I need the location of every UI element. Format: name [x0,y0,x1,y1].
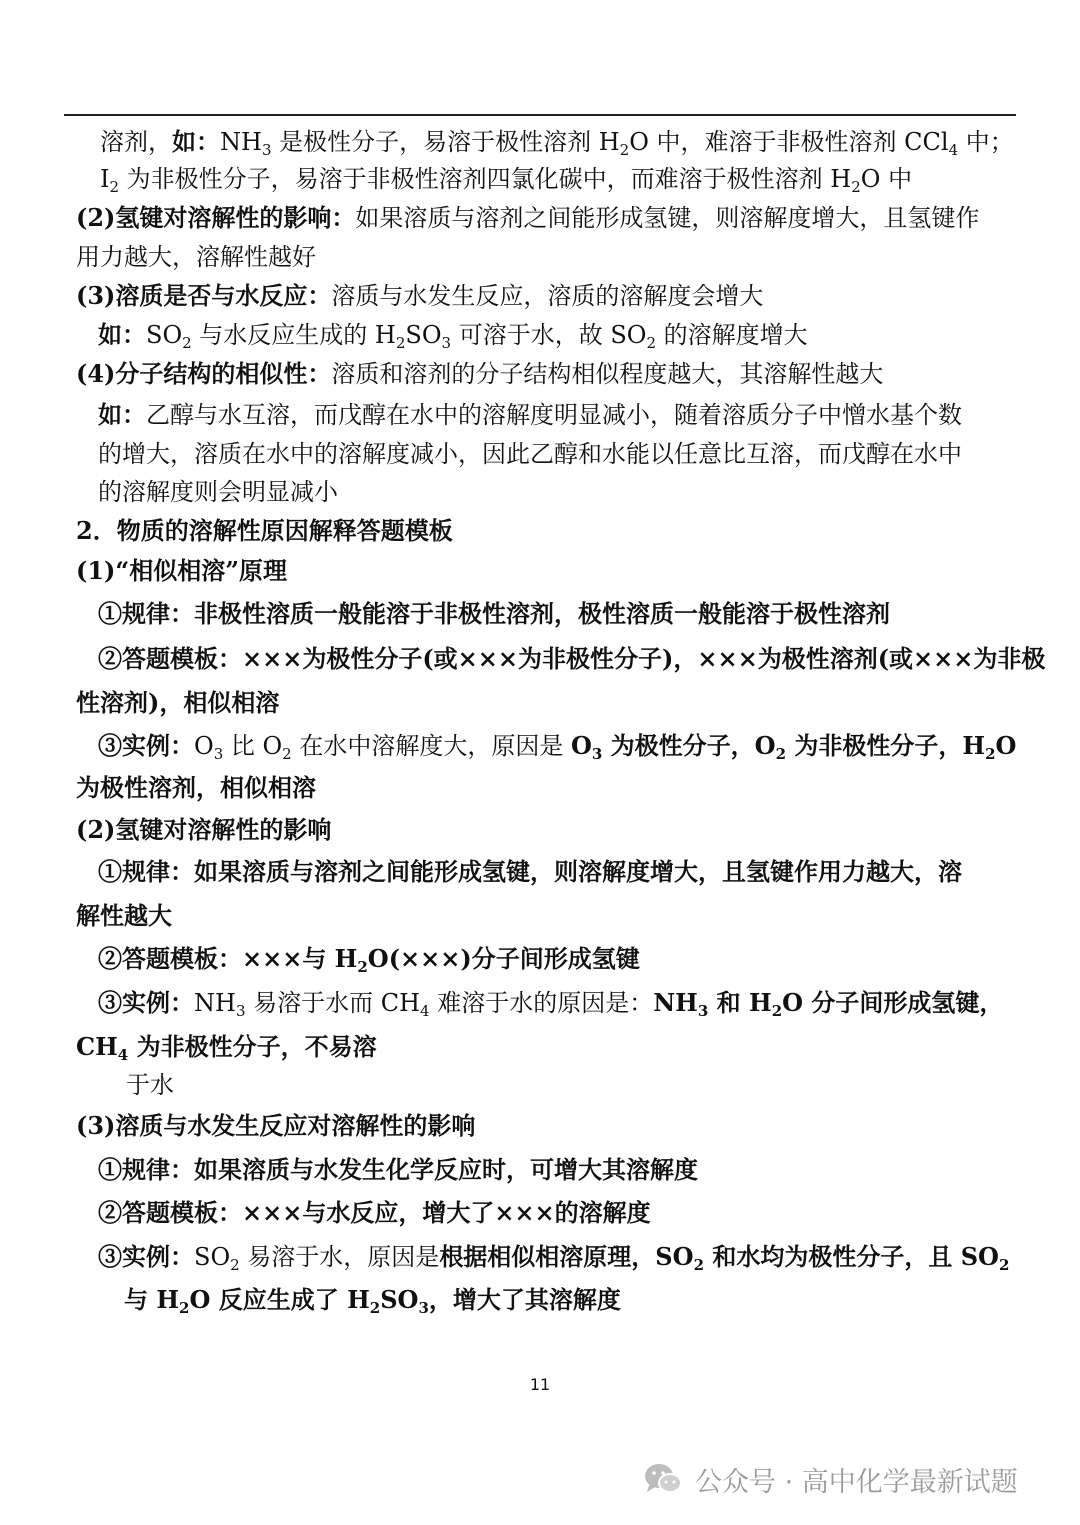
text-line [76,1110,475,1142]
subscript: 2 [230,1256,240,1274]
text-run: O 中 [860,165,913,193]
text-line [76,555,287,587]
subscript: 2 [771,1002,783,1020]
text-run: 易溶于水而 CH [245,989,421,1017]
text-run: 可溶于水，故 SO [451,321,647,349]
page-number: 11 [529,1375,551,1394]
text-run: 溶剂， [100,128,172,156]
text-run: ，增大了其溶解度 [428,1285,621,1314]
text-run: SO [405,321,442,349]
text-run: 比 O [223,732,283,760]
text-run: ②答题模板：×××为极性分子(或×××为非极性分子)，×××为极性溶剂(或×××为非极 [98,644,1046,673]
subscript: 3 [213,745,224,763]
subscript: 3 [235,1002,246,1020]
text-line [124,1284,621,1316]
text-run: O [995,731,1017,760]
text-run: ③实例： [98,1242,194,1271]
subscript: 2 [109,178,120,196]
subscript: 2 [775,745,787,763]
text-line [98,987,1003,1019]
text-run: (4)分子结构的相似性： [76,359,332,388]
text-line [98,1197,651,1229]
text-run: O 反应生成了 H [189,1285,370,1314]
text-run: 中； [958,128,1014,156]
subscript: 2 [179,1299,190,1317]
text-line [126,1069,174,1101]
text-line [76,687,279,719]
header-rule [64,114,1016,116]
text-run: 与 H [124,1285,180,1314]
wechat-icon [643,1461,683,1497]
text-run: (2)氢键对溶解性的影响： [76,203,356,232]
subscript: 2 [395,334,406,352]
text-line [98,1154,698,1186]
text-run: 为极性溶剂，相似相溶 [76,773,316,802]
text-line [100,163,912,195]
text-run: SO [380,1285,419,1314]
text-run: 与水反应生成的 H [191,321,396,349]
text-run: NH [220,128,262,156]
subscript: 3 [591,745,603,763]
text-line [98,856,962,888]
text-run: O 分子间形成氢键， [782,988,1004,1017]
text-run: ③实例： [98,731,194,760]
text-run: 和水均为极性分子，且 SO [704,1242,999,1271]
subscript: 2 [282,745,292,763]
text-run: 用力越大，溶解性越好 [76,243,316,271]
text-run: 为极性分子，O [602,731,776,760]
text-run: 是极性分子，易溶于极性溶剂 H [271,128,620,156]
subscript: 3 [441,334,452,352]
text-run: ③实例： [98,988,194,1017]
text-run: ②答题模板：×××与水反应，增大了×××的溶解度 [98,1198,651,1227]
subscript: 2 [985,745,996,763]
subscript: 2 [182,334,192,352]
text-line [76,814,331,846]
text-line [76,772,316,804]
text-run: 如果溶质与溶剂之间能形成氢键，则溶解度增大，且氢键作 [355,204,980,232]
text-run: I [100,165,110,193]
text-run: SO [194,1243,231,1271]
subscript: 2 [851,178,861,196]
text-run: 于水 [126,1071,174,1099]
text-line [98,643,1045,675]
text-line [76,202,979,234]
text-run: 的增大，溶质在水中的溶解度减小，因此乙醇和水能以任意比互溶，而戊醇在水中 [98,440,962,468]
text-run: 如： [172,127,220,156]
text-run: 易溶于水，原因是 [239,1243,440,1271]
text-run: 乙醇与水互溶，而戊醇在水中的溶解度明显减小，随着溶质分子中憎水基个数 [146,401,962,429]
text-run: NH [653,988,698,1017]
text-line [76,900,172,932]
subscript: 2 [369,1299,381,1317]
text-run: 难溶于水的原因是： [429,989,654,1017]
text-run: 为非极性分子，H [786,731,986,760]
text-run: O [570,731,592,760]
text-run: 2．物质的溶解性原因解释答题模板 [76,516,453,545]
watermark [643,1457,1018,1501]
text-line [98,730,1016,762]
text-run: 为非极性分子，不易溶 [128,1032,377,1061]
text-run: SO [146,321,183,349]
text-run: 的溶解度则会明显减小 [98,478,338,506]
subscript: 3 [418,1299,429,1317]
subscript: 2 [619,141,630,159]
text-run: CH [76,1032,118,1061]
subscript: 3 [697,1002,709,1020]
text-line [76,1031,377,1063]
text-line [76,358,883,390]
subscript: 4 [420,1002,430,1020]
text-run: 溶质和溶剂的分子结构相似程度越大，其溶解性越大 [331,360,884,388]
text-line [76,280,763,312]
text-run: (3)溶质是否与水反应： [76,281,332,310]
watermark-text: 公众号 · 高中化学最新试题 [695,1466,1018,1498]
text-run: O 中，难溶于非极性溶剂 CCl [629,128,949,156]
text-line [100,126,1014,158]
subscript: 4 [117,1046,129,1064]
text-line [98,476,338,508]
subscript: 2 [357,958,368,976]
text-run: 性溶剂)，相似相溶 [76,688,280,717]
subscript: 2 [998,1256,1010,1274]
text-run: O [194,732,214,760]
text-run: (2)氢键对溶解性的影响 [76,815,332,844]
text-line [76,515,453,547]
text-run: (1)“相似相溶”原理 [76,556,288,585]
subscript: 2 [646,334,656,352]
text-run: 溶质与水发生反应，溶质的溶解度会增大 [331,282,764,310]
text-run: 和 H [708,988,772,1017]
text-line [98,598,890,630]
text-line [98,319,808,351]
text-run: 的溶解度增大 [656,321,808,349]
text-line [76,241,316,273]
text-run: ①规律：如果溶质与溶剂之间能形成氢键，则溶解度增大，且氢键作用力越大，溶 [98,857,962,886]
text-line [98,1241,1009,1273]
text-line [98,438,962,470]
text-run: ①规律：如果溶质与水发生化学反应时，可增大其溶解度 [98,1155,698,1184]
text-run: O(×××)分子间形成氢键 [367,944,640,973]
subscript: 3 [261,141,272,159]
text-run: 如： [98,320,146,349]
text-run: 解性越大 [76,901,172,930]
text-run: 在水中溶解度大，原因是 [291,732,571,760]
text-line [98,943,640,975]
text-run: ②答题模板：×××与 H [98,944,358,973]
text-run: 如： [98,400,146,429]
text-line [98,399,962,431]
text-run: ①规律：非极性溶质一般能溶于非极性溶剂，极性溶质一般能溶于极性溶剂 [98,599,890,628]
text-run: 根据相似相溶原理，SO [439,1242,694,1271]
text-run: 为非极性分子，易溶于非极性溶剂四氯化碳中，而难溶于极性溶剂 H [119,165,852,193]
subscript: 2 [693,1256,704,1274]
text-run: (3)溶质与水发生反应对溶解性的影响 [76,1111,476,1140]
text-run: NH [194,989,236,1017]
subscript: 4 [948,141,959,159]
